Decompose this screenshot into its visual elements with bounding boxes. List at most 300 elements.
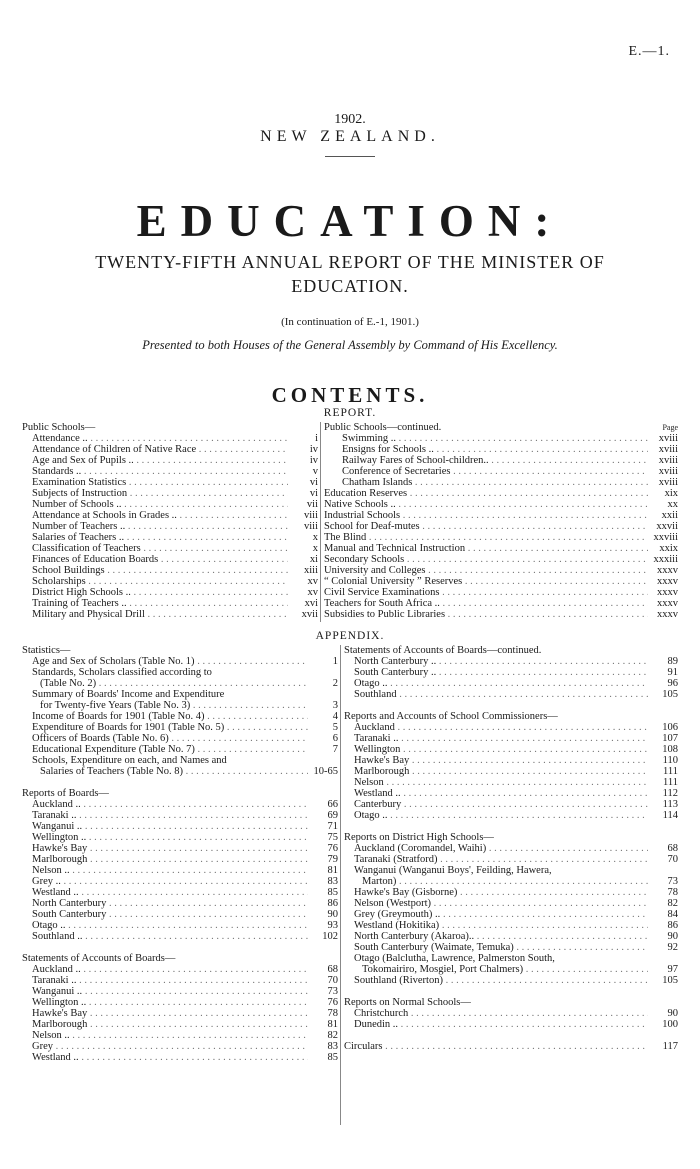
entry-page: xxxv xyxy=(657,576,678,587)
entry-label xyxy=(22,777,308,788)
contents-entry xyxy=(22,810,338,821)
entry-page: 2 xyxy=(332,678,338,689)
contents-entry xyxy=(344,678,678,689)
entry-label: Reports and Accounts of School Commissioners— xyxy=(344,711,558,722)
entry-page: 85 xyxy=(327,887,338,898)
entry-page: 66 xyxy=(327,799,338,810)
contents-entry xyxy=(344,1041,678,1052)
contents-entry xyxy=(22,964,338,975)
entry-page xyxy=(308,689,338,700)
country-title: NEW ZEALAND. xyxy=(260,128,440,145)
entry-page: 1 xyxy=(332,656,338,667)
contents-entry xyxy=(22,689,338,700)
contents-entry xyxy=(22,609,318,620)
contents-entry xyxy=(324,455,678,466)
entry-page: xx xyxy=(667,499,678,510)
entry-page: xxxv xyxy=(657,565,678,576)
entry-page: xviii xyxy=(658,444,678,455)
contents-entry xyxy=(22,499,318,510)
contents-entry xyxy=(22,799,338,810)
contents-entry xyxy=(344,766,678,777)
entry-page xyxy=(308,645,338,656)
entry-label: Manual and Technical Instruction . . . xyxy=(324,543,648,554)
entry-label: Ensigns for Schools .. . . . xyxy=(324,444,648,455)
contents-entry xyxy=(22,466,318,477)
entry-label: Reports on Normal Schools— xyxy=(344,997,471,1008)
entry-page: 97 xyxy=(667,964,678,975)
entry-label: Native Schools .. . . . xyxy=(324,499,648,510)
contents-entry xyxy=(344,755,678,766)
contents-entry xyxy=(344,909,678,920)
contents-entry xyxy=(344,843,678,854)
entry-page: v xyxy=(312,466,318,477)
entry-page: 75 xyxy=(327,832,338,843)
entry-label: Southland (Riverton) . . . xyxy=(344,975,648,986)
contents-entry xyxy=(22,1052,338,1063)
contents-entry xyxy=(22,1019,338,1030)
subtitle-line-1: TWENTY-FIFTH ANNUAL REPORT OF THE MINISTER OF xyxy=(95,252,605,272)
entry-label: Standards .. . . . xyxy=(22,466,288,477)
contents-entry xyxy=(22,909,338,920)
entry-page xyxy=(648,986,678,997)
entry-page: 78 xyxy=(667,887,678,898)
entry-page: 70 xyxy=(667,854,678,865)
entry-label: Nelson .. . . . xyxy=(22,1030,308,1041)
entry-label xyxy=(344,700,648,711)
contents-entry xyxy=(22,477,318,488)
entry-label: Wellington .. . . . xyxy=(22,832,308,843)
entry-label: Educational Expenditure (Table No. 7) . . . xyxy=(22,744,308,755)
entry-label: Industrial Schools . . . xyxy=(324,510,648,521)
entry-page: 3 xyxy=(332,700,338,711)
entry-page: vii xyxy=(306,499,318,510)
entry-label: Auckland . . . xyxy=(344,722,648,733)
contents-entry xyxy=(22,455,318,466)
contents-entry xyxy=(344,975,678,986)
entry-label: Westland .. . . . xyxy=(22,887,308,898)
entry-label: Hawke's Bay . . . xyxy=(22,1008,308,1019)
contents-entry xyxy=(344,865,678,876)
entry-page: 76 xyxy=(327,997,338,1008)
entry-label xyxy=(344,821,648,832)
entry-label: North Canterbury (Akaroa).. . . . xyxy=(344,931,648,942)
page-column-label: Page xyxy=(662,423,678,432)
contents-entry xyxy=(22,565,318,576)
entry-page: 93 xyxy=(327,920,338,931)
entry-label: Finances of Education Boards . . . xyxy=(22,554,288,565)
contents-entry xyxy=(344,887,678,898)
contents-entry xyxy=(22,887,338,898)
entry-page xyxy=(288,422,318,433)
report-right-column xyxy=(324,422,678,620)
contents-entry xyxy=(344,645,678,656)
entry-page xyxy=(308,788,338,799)
contents-heading: CONTENTS. xyxy=(271,383,429,407)
contents-entry xyxy=(22,543,318,554)
entry-page xyxy=(648,645,678,656)
contents-entry xyxy=(22,821,338,832)
entry-page: i xyxy=(315,433,318,444)
entry-label: for Twenty-five Years (Table No. 3) . . . xyxy=(22,700,308,711)
contents-entry xyxy=(22,521,318,532)
entry-page: 84 xyxy=(667,909,678,920)
entry-label: Military and Physical Drill . . . xyxy=(22,609,288,620)
entry-page: 4 xyxy=(332,711,338,722)
entry-label: Conference of Secretaries . . . xyxy=(324,466,648,477)
entry-page: 10-65 xyxy=(313,766,338,777)
entry-page: 76 xyxy=(327,843,338,854)
contents-entry xyxy=(344,1019,678,1030)
entry-page: 79 xyxy=(327,854,338,865)
contents-entry xyxy=(22,865,338,876)
entry-label: Reports of Boards— xyxy=(22,788,109,799)
entry-label: South Canterbury .. . . . xyxy=(344,667,648,678)
entry-page: 73 xyxy=(327,986,338,997)
contents-entry xyxy=(344,931,678,942)
entry-label: North Canterbury . . . xyxy=(22,898,308,909)
entry-page: 110 xyxy=(662,755,678,766)
contents-entry xyxy=(344,711,678,722)
contents-entry xyxy=(22,433,318,444)
contents-entry xyxy=(324,576,678,587)
entry-label: Hawke's Bay . . . xyxy=(22,843,308,854)
entry-label: Taranaki .. . . . xyxy=(22,975,308,986)
entry-page: 107 xyxy=(662,733,678,744)
contents-entry xyxy=(344,810,678,821)
contents-entry xyxy=(324,532,678,543)
entry-label: Wellington .. . . . xyxy=(22,997,308,1008)
entry-label xyxy=(344,1030,648,1041)
entry-label: Civil Service Examinations . . . xyxy=(324,587,648,598)
column-divider xyxy=(340,645,341,1125)
entry-label: Otago (Balclutha, Lawrence, Palmerston South, xyxy=(354,953,555,964)
entry-page: xvii xyxy=(301,609,318,620)
spacer-row xyxy=(344,821,678,832)
entry-label: Tokomairiro, Mosgiel, Port Chalmers) . . . xyxy=(344,964,648,975)
contents-entry xyxy=(22,645,338,656)
entry-page: vi xyxy=(309,488,318,499)
entry-label: Christchurch . . . xyxy=(344,1008,648,1019)
entry-label: Taranaki (Stratford) . . . xyxy=(344,854,648,865)
entry-page: xi xyxy=(309,554,318,565)
entry-label: Officers of Boards (Table No. 6) . . . xyxy=(22,733,308,744)
contents-entry xyxy=(22,832,338,843)
contents-entry xyxy=(22,986,338,997)
entry-page xyxy=(308,942,338,953)
contents-entry xyxy=(22,766,338,777)
appendix-left-column xyxy=(22,645,338,1063)
entry-label: Marton) . . . xyxy=(344,876,648,887)
entry-page: viii xyxy=(303,521,318,532)
entry-page: iv xyxy=(309,455,318,466)
entry-page: 102 xyxy=(322,931,338,942)
entry-label: Statistics— xyxy=(22,645,71,656)
contents-entry xyxy=(22,532,318,543)
entry-page: 96 xyxy=(667,678,678,689)
entry-page xyxy=(308,953,338,964)
contents-entry xyxy=(22,598,318,609)
appendix-right-column xyxy=(344,645,678,1052)
entry-label: Grey .. . . . xyxy=(22,876,308,887)
entry-label: Otago .. . . . xyxy=(344,678,648,689)
entry-label: Grey (Greymouth) .. . . . xyxy=(344,909,648,920)
entry-label: Swimming .. . . . xyxy=(324,433,648,444)
entry-page: 111 xyxy=(663,777,678,788)
entry-page: 68 xyxy=(327,964,338,975)
entry-page xyxy=(648,832,678,843)
entry-label: Public Schools— xyxy=(22,422,96,433)
entry-label: The Blind . . . xyxy=(324,532,648,543)
column-divider xyxy=(320,422,321,622)
contents-entry xyxy=(344,799,678,810)
entry-page xyxy=(648,711,678,722)
entry-page: 83 xyxy=(327,1041,338,1052)
entry-label: Otago .. . . . xyxy=(22,920,308,931)
entry-page xyxy=(648,997,678,1008)
entry-page: 81 xyxy=(327,1019,338,1030)
entry-label: Salaries of Teachers (Table No. 8) . . . xyxy=(22,766,308,777)
entry-label: Southland . . . xyxy=(344,689,648,700)
entry-page xyxy=(308,777,338,788)
contents-entry xyxy=(22,576,318,587)
contents-entry xyxy=(22,788,338,799)
entry-label: Attendance at Schools in Grades .. . . . xyxy=(22,510,288,521)
entry-page: 73 xyxy=(667,876,678,887)
entry-page: xv xyxy=(307,576,318,587)
entry-label: Westland .. . . . xyxy=(22,1052,308,1063)
entry-page: 78 xyxy=(327,1008,338,1019)
entry-page: xxii xyxy=(661,510,678,521)
entry-label: North Canterbury .. . . . xyxy=(344,656,648,667)
entry-label: Attendance of Children of Native Race . . . xyxy=(22,444,288,455)
contents-entry xyxy=(324,609,678,620)
contents-entry xyxy=(22,554,318,565)
entry-label: Standards, Scholars classified according to xyxy=(32,667,212,678)
report-heading: REPORT. xyxy=(323,407,377,419)
contents-entry xyxy=(22,898,338,909)
entry-page: iv xyxy=(309,444,318,455)
contents-entry xyxy=(344,722,678,733)
contents-entry xyxy=(324,499,678,510)
contents-entry xyxy=(324,477,678,488)
entry-page xyxy=(648,700,678,711)
entry-page: xxxv xyxy=(657,587,678,598)
entry-label: Auckland .. . . . xyxy=(22,964,308,975)
entry-label: Statements of Accounts of Boards—continued. xyxy=(344,645,542,656)
entry-page: 83 xyxy=(327,876,338,887)
report-left-column xyxy=(22,422,318,620)
entry-page: 7 xyxy=(332,744,338,755)
entry-label: Chatham Islands . . . xyxy=(324,477,648,488)
entry-label: Scholarships . . . xyxy=(22,576,288,587)
contents-entry xyxy=(324,488,678,499)
entry-label: Grey . . . xyxy=(22,1041,308,1052)
contents-entry xyxy=(344,920,678,931)
entry-label: Education Reserves . . . xyxy=(324,488,648,499)
entry-label: Classification of Teachers . . . xyxy=(22,543,288,554)
contents-entry xyxy=(344,733,678,744)
entry-page: 90 xyxy=(667,931,678,942)
entry-label: Salaries of Teachers .. . . . xyxy=(22,532,288,543)
entry-label: Hawke's Bay (Gisborne) . . . xyxy=(344,887,648,898)
entry-label: Wanganui .. . . . xyxy=(22,986,308,997)
contents-entry xyxy=(22,678,338,689)
entry-label: Railway Fares of School-children.. . . . xyxy=(324,455,648,466)
contents-entry xyxy=(344,898,678,909)
contents-entry xyxy=(344,689,678,700)
contents-entry xyxy=(22,1041,338,1052)
contents-entry xyxy=(344,964,678,975)
entry-label: Southland .. . . . xyxy=(22,931,308,942)
entry-page: 6 xyxy=(332,733,338,744)
entry-label: South Canterbury (Waimate, Temuka) . . . xyxy=(344,942,648,953)
entry-page: 68 xyxy=(667,843,678,854)
entry-label: Marlborough . . . xyxy=(22,1019,308,1030)
entry-label: Attendance .. . . . xyxy=(22,433,288,444)
entry-label: Teachers for South Africa .. . . . xyxy=(324,598,648,609)
contents-entry xyxy=(324,422,678,433)
entry-label: Taranaki .. . . . xyxy=(22,810,308,821)
entry-page: 89 xyxy=(667,656,678,667)
entry-label: Secondary Schools . . . xyxy=(324,554,648,565)
entry-label: Statements of Accounts of Boards— xyxy=(22,953,176,964)
contents-entry xyxy=(22,975,338,986)
contents-entry xyxy=(22,953,338,964)
entry-page: viii xyxy=(303,510,318,521)
entry-page: 111 xyxy=(663,766,678,777)
entry-page xyxy=(648,865,678,876)
contents-entry xyxy=(344,656,678,667)
entry-page: 5 xyxy=(332,722,338,733)
entry-page: xviii xyxy=(658,477,678,488)
entry-page: xxxiii xyxy=(653,554,678,565)
contents-entry xyxy=(22,755,338,766)
entry-page xyxy=(648,821,678,832)
contents-entry xyxy=(324,554,678,565)
entry-page: 81 xyxy=(327,865,338,876)
entry-label: Examination Statistics . . . xyxy=(22,477,288,488)
entry-label: Taranaki .. . . . xyxy=(344,733,648,744)
contents-entry xyxy=(22,733,338,744)
entry-label: Nelson (Westport) . . . xyxy=(344,898,648,909)
entry-page: xxvii xyxy=(656,521,678,532)
entry-page: 70 xyxy=(327,975,338,986)
spacer-row xyxy=(22,777,338,788)
entry-label: Hawke's Bay . . . xyxy=(344,755,648,766)
main-title: EDUCATION: xyxy=(136,196,564,246)
entry-label: Westland (Hokitika) . . . xyxy=(344,920,648,931)
entry-page: x xyxy=(312,532,318,543)
contents-entry xyxy=(22,722,338,733)
entry-label: Westland .. . . . xyxy=(344,788,648,799)
entry-page xyxy=(308,755,338,766)
entry-page: 108 xyxy=(662,744,678,755)
spacer-row xyxy=(22,942,338,953)
entry-label: Age and Sex of Scholars (Table No. 1) . . . xyxy=(22,656,308,667)
entry-label: Reports on District High Schools— xyxy=(344,832,494,843)
entry-label: Number of Teachers .. . . . xyxy=(22,521,288,532)
contents-entry xyxy=(344,744,678,755)
contents-entry xyxy=(22,854,338,865)
contents-entry xyxy=(344,876,678,887)
contents-entry xyxy=(344,777,678,788)
contents-entry xyxy=(344,788,678,799)
entry-page: xviii xyxy=(658,466,678,477)
entry-label: Subsidies to Public Libraries . . . xyxy=(324,609,648,620)
contents-entry xyxy=(22,587,318,598)
contents-entry xyxy=(22,488,318,499)
entry-page: 114 xyxy=(662,810,678,821)
entry-label: Summary of Boards' Income and Expenditure xyxy=(32,689,225,700)
entry-page xyxy=(648,422,678,433)
contents-entry xyxy=(22,711,338,722)
entry-page: 113 xyxy=(662,799,678,810)
contents-entry xyxy=(324,587,678,598)
entry-label: Marlborough . . . xyxy=(22,854,308,865)
entry-label: “ Colonial University ” Reserves . . . xyxy=(324,576,648,587)
entry-label: Income of Boards for 1901 (Table No. 4) . . . xyxy=(22,711,308,722)
entry-page: 100 xyxy=(662,1019,678,1030)
entry-label: School for Deaf-mutes . . . xyxy=(324,521,648,532)
entry-page: 82 xyxy=(667,898,678,909)
contents-entry xyxy=(22,444,318,455)
entry-label: Number of Schools .. . . . xyxy=(22,499,288,510)
entry-page: 86 xyxy=(667,920,678,931)
entry-label: Wellington . . . xyxy=(344,744,648,755)
entry-page: 105 xyxy=(662,975,678,986)
entry-page: 86 xyxy=(327,898,338,909)
contents-entry xyxy=(22,931,338,942)
contents-entry xyxy=(22,843,338,854)
entry-page xyxy=(648,953,678,964)
contents-entry xyxy=(324,444,678,455)
entry-page: 112 xyxy=(662,788,678,799)
entry-label: Circulars . . . xyxy=(344,1041,648,1052)
entry-page: xviii xyxy=(658,433,678,444)
contents-entry xyxy=(22,667,338,678)
contents-entry xyxy=(344,1008,678,1019)
document-reference: E.—1. xyxy=(628,44,670,59)
entry-label: Expenditure of Boards for 1901 (Table No. 5) . . . xyxy=(22,722,308,733)
contents-entry xyxy=(324,521,678,532)
entry-label: Nelson . . . xyxy=(344,777,648,788)
entry-label: Public Schools—continued. xyxy=(324,422,442,433)
entry-page: vi xyxy=(309,477,318,488)
contents-entry xyxy=(324,543,678,554)
entry-page: xv xyxy=(307,587,318,598)
contents-entry xyxy=(22,744,338,755)
contents-entry xyxy=(324,433,678,444)
entry-page: 90 xyxy=(327,909,338,920)
entry-page: 117 xyxy=(662,1041,678,1052)
entry-label: South Canterbury . . . xyxy=(22,909,308,920)
appendix-heading: APPENDIX. xyxy=(315,630,385,642)
entry-page: 105 xyxy=(662,689,678,700)
entry-page: 69 xyxy=(327,810,338,821)
entry-label: Marlborough . . . xyxy=(344,766,648,777)
entry-label: (Table No. 2) . . . xyxy=(22,678,308,689)
contents-entry xyxy=(22,1008,338,1019)
entry-page: xxviii xyxy=(653,532,678,543)
year: 1902. xyxy=(334,112,366,127)
entry-label: Age and Sex of Pupils .. . . . xyxy=(22,455,288,466)
contents-entry xyxy=(344,953,678,964)
contents-entry xyxy=(22,876,338,887)
entry-page: 106 xyxy=(662,722,678,733)
contents-entry xyxy=(324,510,678,521)
subtitle-line-2: EDUCATION. xyxy=(291,276,409,296)
entry-label: Schools, Expenditure on each, and Names and xyxy=(32,755,227,766)
